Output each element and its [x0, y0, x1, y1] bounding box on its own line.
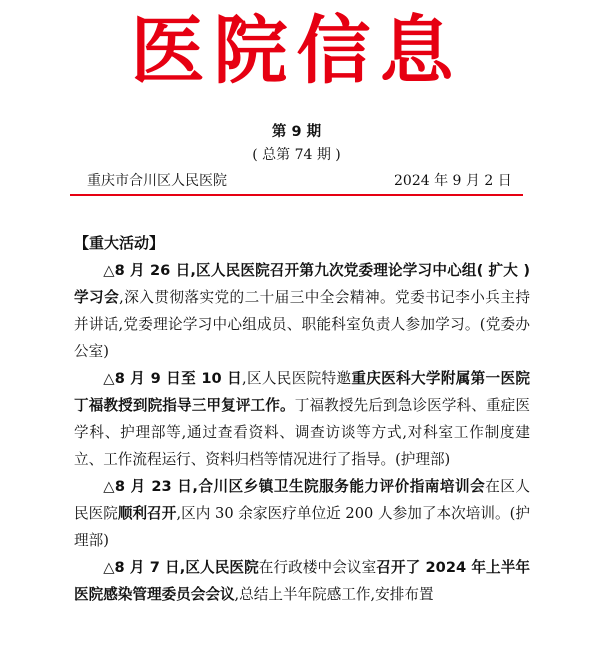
news-item-text: ,区内 30 余家医疗单位近 200 人参加了本次培训。(护理部)	[74, 505, 530, 549]
news-item-highlight: 重庆医科大学附属第一医院丁福教授到院指导三甲复评工作。	[74, 370, 530, 414]
masthead-title: 医院信息	[130, 8, 463, 94]
news-item-text: 在行政楼中会议室	[258, 559, 377, 576]
header-divider	[70, 194, 523, 196]
news-item-text: 丁福教授先后到急诊医学科、重症医学科、护理部等,通过查看资料、调查访谈等方式,对科室工作制度建立、工作流程运行、资料归档等情况进行了指导。(护理部)	[74, 397, 530, 468]
news-item-headline: 8 月 9 日至 10 日	[114, 370, 242, 387]
news-item-highlight: 顺利召开	[117, 505, 177, 522]
news-item	[74, 365, 530, 473]
news-item-text: ,深入贯彻落实党的二十届三中全会精神。党委书记李小兵主持并讲话,党委理论学习中心组成员、职能科室负责人参加学习。(党委办公室)	[74, 289, 530, 360]
news-item-headline: 8 月 26 日,区人民医院召开第九次党委理论学习中心组( 扩大 ) 学习会	[74, 262, 530, 306]
news-item	[74, 257, 530, 365]
issue-number: 第 9 期	[271, 124, 322, 140]
bullet-triangle: △	[103, 262, 115, 279]
news-item-text: ,总结上半年院感工作,安排布置	[234, 586, 434, 603]
news-item-headline: 8 月 7 日,区人民医院	[114, 559, 259, 576]
news-item-text: ,区人民医院特邀	[242, 370, 352, 387]
news-item	[74, 554, 530, 608]
news-item-headline: 8 月 23 日,合川区乡镇卫生院服务能力评价指南培训会	[114, 478, 486, 495]
bullet-triangle: △	[103, 478, 115, 495]
bullet-triangle: △	[103, 370, 115, 387]
news-item	[74, 473, 530, 554]
news-item-highlight: 召开了 2024 年上半年医院感染管理委员会会议	[74, 559, 530, 603]
article-body	[74, 230, 530, 608]
news-item-text: 在区人民医院	[74, 478, 530, 522]
section-heading: 【重大活动】	[74, 234, 165, 252]
total-issue-number: ( 总第 74 期 )	[252, 147, 341, 163]
publisher-name: 重庆市合川区人民医院	[87, 173, 227, 189]
bullet-triangle: △	[103, 559, 115, 576]
publication-date: 2024 年 9 月 2 日	[394, 173, 512, 189]
